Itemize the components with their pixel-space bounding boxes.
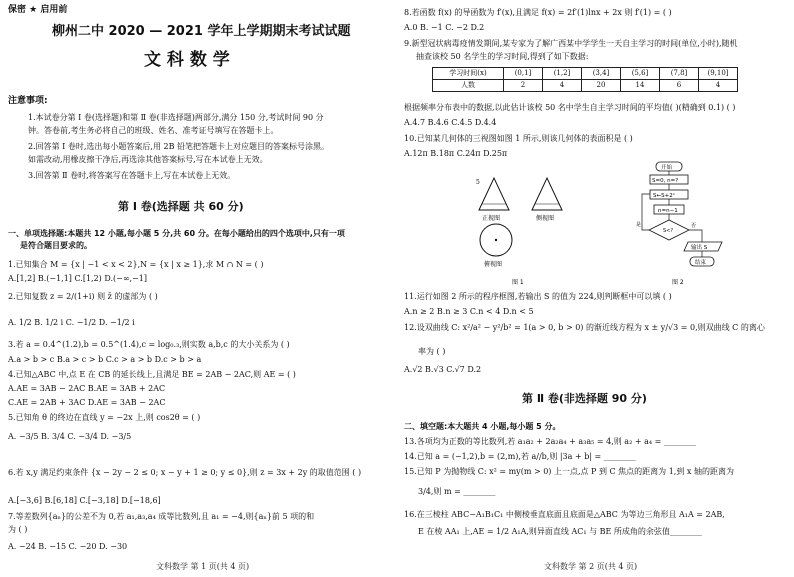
table-row <box>433 68 738 80</box>
option-line: C.AE = 2AB + 3AC D.AE = 3AB − 2AC <box>8 398 166 407</box>
question-line: 抽查该校 50 名学生的学习时间,得到了如下数据: <box>416 52 589 61</box>
table-row-label: 人数 <box>433 80 504 92</box>
table-row <box>433 80 738 92</box>
flow-output-label: 输出 S <box>691 245 708 251</box>
question-line: 6.若 x,y 满足约束条件 {x − 2y − 2 ≤ 0; x − y + 1 ≥ 0; y ≤ 0},则 z = 3x + 2y 的取值范围 ( ) <box>8 468 362 477</box>
question-line: 10.已知某几何体的三视图如图 1 所示,则该几何体的表面积是 ( ) <box>404 134 633 143</box>
fill-question-line: 16.在三棱柱 ABC−A₁B₁C₁ 中侧棱垂直底面且底面是△ABC 为等边三角形且 A₁A = 2AB, <box>404 510 725 519</box>
question-line: 3.若 a = 0.4^(1.2),b = 0.5^(1.4),c = log₀.₃,则实数 a,b,c 的大小关系为 ( ) <box>8 340 290 349</box>
notes-heading: 注意事项: <box>8 96 48 106</box>
footer-left: 文科数学 第 1 页(共 4 页) <box>156 562 250 571</box>
footer-right: 文科数学 第 2 页(共 4 页) <box>544 562 638 571</box>
note-line: 2.回答第 Ⅰ 卷时,选出每小题答案后,用 2B 铅笔把答题卡上对应题目的答案标号涂黑。 <box>28 142 330 151</box>
question-line: 9.新型冠状病毒疫情发期间,某专家为了解广西某中学学生一天自主学习的时间(单位,小时),随机 <box>404 39 738 48</box>
flow-yes-label: 是 <box>636 222 642 228</box>
fill-question-line: E 在棱 AA₁ 上,AE = 1/2 A₁A,则异面直线 AC₁ 与 BE 所成角的余弦值________ <box>418 527 702 536</box>
flow-update-label: S←S+2ⁿ <box>653 193 675 199</box>
note-line: 3.回答第 Ⅱ 卷时,将答案写在答题卡上,写在本试卷上无效。 <box>28 171 236 180</box>
table-header-cell: (9,10] <box>699 68 738 80</box>
note-line: 钟。答卷前,考生务必将自己的班级、姓名、准考证号填写在答题卡上。 <box>28 126 279 135</box>
part2-title: 第 Ⅱ 卷(非选择题 90 分) <box>522 392 647 405</box>
flow-decision-label: S<? <box>663 228 674 234</box>
question-line: 2.已知复数 z = 2/(1+i) 则 z̄ 的虚部为 ( ) <box>8 292 158 301</box>
table-header-cell: (0,1] <box>504 68 543 80</box>
table-cell: 20 <box>582 80 621 92</box>
question-line: 1.已知集合 M = {x | −1 < x < 2},N = {x | x ≥ 1},求 M ∩ N = ( ) <box>8 260 264 269</box>
front-view-label: 正视图 <box>482 215 501 222</box>
question-line: 8.若函数 f(x) 的导函数为 f′(x),且满足 f(x) = 2f′(1)lnx + 2x 则 f′(1) = ( ) <box>404 8 672 17</box>
figure1-label: 图 1 <box>512 279 524 286</box>
table-header-cell: (3,4] <box>582 68 621 80</box>
exam-title: 柳州二中 2020 — 2021 学年上学期期末考试试题 <box>52 24 351 39</box>
option-line: A.0 B. −1 C. −2 D.2 <box>404 23 485 32</box>
fill-question-line: 3/4,则 m = ________ <box>418 487 496 496</box>
subject-title: 文 科 数 学 <box>144 50 230 70</box>
question-line: 7.等差数列{aₙ}的公差不为 0,若 a₁,a₃,a₄ 成等比数列,且 a₁ = −4,则{aₙ}前 5 项的和 <box>8 512 315 521</box>
three-view-figure <box>474 170 584 290</box>
section1-heading-cont: 是符合题目要求的。 <box>20 241 92 250</box>
section1-heading: 一、单项选择题:本题共 12 小题,每小题 5 分,共 60 分。在每小题给出的四个选项中,只有一项 <box>8 229 345 238</box>
dimension-label: 5 <box>476 179 480 186</box>
flow-init-label: S=0, n=? <box>652 178 679 184</box>
question-line: 率为 ( ) <box>418 347 446 356</box>
table-cell: 4 <box>699 80 738 92</box>
fill-question-line: 14.已知 a = (−1,2),b = (2,m),若 a//b,则 |3a + b| = ________ <box>404 452 636 461</box>
question-line: 11.运行如图 2 所示的程序框图,若输出 S 的值为 224,则判断框中可以填 ( ) <box>404 292 672 301</box>
option-line: A.12π B.18π C.24π D.25π <box>404 149 508 158</box>
note-line: 如需改动,用橡皮擦干净后,再选涂其他答案标号,写在本试卷上无效。 <box>28 155 268 164</box>
flow-end-label: 结束 <box>695 260 707 266</box>
question-line: 12.设双曲线 C: x²/a² − y²/b² = 1(a > 0, b > 0) 的渐近线方程为 x ± y/√3 = 0,则双曲线 C 的离心 <box>404 323 765 332</box>
secret-label: 保密 ★ 启用前 <box>8 5 68 15</box>
front-view-shape <box>479 178 509 210</box>
frequency-table <box>432 67 738 92</box>
option-line: A. −24 B. −15 C. −20 D. −30 <box>8 542 128 551</box>
question-line: 为 ( ) <box>8 525 28 534</box>
top-view-label: 俯视图 <box>484 261 503 268</box>
question-line: 根据频率分布表中的数据,以此估计该校 50 名中学生自主学习时间的平均值( )(精确到 0.1) ( ) <box>404 103 736 112</box>
part1-title: 第 Ⅰ 卷(选择题 共 60 分) <box>118 200 244 213</box>
note-line: 1.本试卷分第 Ⅰ 卷(选择题)和第 Ⅱ 卷(非选择题)两部分,满分 150 分,考试时间 90 分 <box>28 113 324 122</box>
question-line: 5.已知角 θ 的终边在直线 y = −2x 上,则 cos2θ = ( ) <box>8 413 201 422</box>
page-left <box>6 0 391 577</box>
question-line: 4.已知△ABC 中,点 E 在 CB 的延长线上,且满足 BE = 2AB − 2AC,则 AE = ( ) <box>8 370 296 379</box>
flow-no-label: 否 <box>691 223 697 229</box>
table-cell: 14 <box>621 80 660 92</box>
section2-heading: 二、填空题:本大题共 4 小题,每小题 5 分。 <box>404 422 561 431</box>
table-cell: 2 <box>504 80 543 92</box>
flow-start-label: 开始 <box>661 165 673 171</box>
table-header-cell: (1,2] <box>543 68 582 80</box>
table-header-cell: 学习时间(x) <box>433 68 504 80</box>
option-line: A.a > b > c B.a > c > b C.c > a > b D.c > b > a <box>8 355 202 364</box>
option-line: A.[1,2] B.(−1,1] C.[1,2) D.(−∞,−1] <box>8 274 147 283</box>
option-line: A.√2 B.√3 C.√7 D.2 <box>404 365 482 374</box>
table-header-cell: (5,6] <box>621 68 660 80</box>
table-cell: 6 <box>660 80 699 92</box>
option-line: A. 1/2 B. 1/2 i C. −1/2 D. −1/2 i <box>8 318 135 327</box>
page-right <box>404 0 789 577</box>
fill-question-line: 13.各项均为正数的等比数列,若 a₁a₂ + 2a₂a₄ + a₃a₅ = 4,则 a₂ + a₄ = ________ <box>404 437 696 446</box>
table-header-cell: (7,8] <box>660 68 699 80</box>
side-view-shape <box>532 178 562 210</box>
table-cell: 4 <box>543 80 582 92</box>
option-line: A. −3/5 B. 3/4 C. −3/4 D. −3/5 <box>8 432 132 441</box>
option-line: A.4.7 B.4.6 C.4.5 D.4.4 <box>404 118 497 127</box>
option-line: A.AE = 3AB − 2AC B.AE = 3AB + 2AC <box>8 384 166 393</box>
flow-decrement-label: n=n−1 <box>658 208 678 214</box>
figure2-label: 图 2 <box>672 279 684 286</box>
side-view-label: 侧视图 <box>536 215 555 222</box>
fill-question-line: 15.已知 P 为抛物线 C: x² = my(m > 0) 上一点,点 P 到 C 焦点的距离为 1,到 x 轴的距离为 <box>404 467 734 476</box>
option-line: A.n ≥ 2 B.n ≥ 3 C.n < 4 D.n < 5 <box>404 307 534 316</box>
option-line: A.[−3,6] B.[6,18] C.[−3,18] D.[−18,6] <box>8 496 161 505</box>
flowchart-figure <box>634 160 754 290</box>
